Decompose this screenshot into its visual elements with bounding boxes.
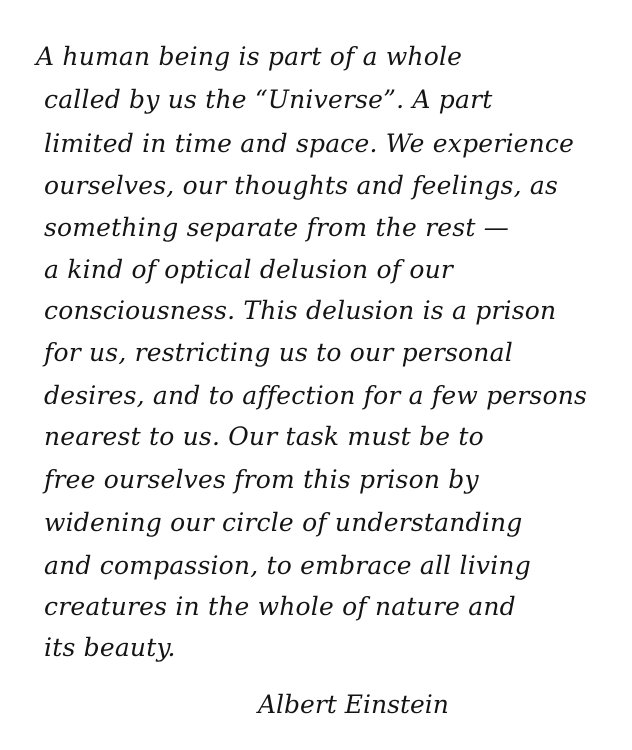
quote-line: free ourselves from this prison by bbox=[44, 465, 479, 494]
quote-line: A human being is part of a whole bbox=[36, 42, 463, 71]
quote-line: nearest to us. Our task must be to bbox=[44, 422, 484, 451]
quote-line: ourselves, our thoughts and feelings, as bbox=[44, 171, 558, 200]
quote-line: something separate from the rest — bbox=[44, 213, 509, 242]
quote-line: limited in time and space. We experience bbox=[44, 129, 575, 158]
quote-line: called by us the “Universe”. A part bbox=[44, 85, 493, 114]
quote-line: creatures in the whole of nature and bbox=[44, 592, 516, 621]
author-signature: Albert Einstein bbox=[258, 690, 449, 719]
quote-line: widening our circle of understanding bbox=[44, 508, 523, 537]
quote-line: its beauty. bbox=[44, 633, 176, 662]
quote-line: a kind of optical delusion of our bbox=[44, 255, 454, 284]
quote-line: and compassion, to embrace all living bbox=[44, 551, 531, 580]
quote-line: for us, restricting us to our personal bbox=[44, 338, 513, 367]
quote-line: consciousness. This delusion is a prison bbox=[44, 296, 557, 325]
quote-line: desires, and to affection for a few persons bbox=[44, 381, 588, 410]
